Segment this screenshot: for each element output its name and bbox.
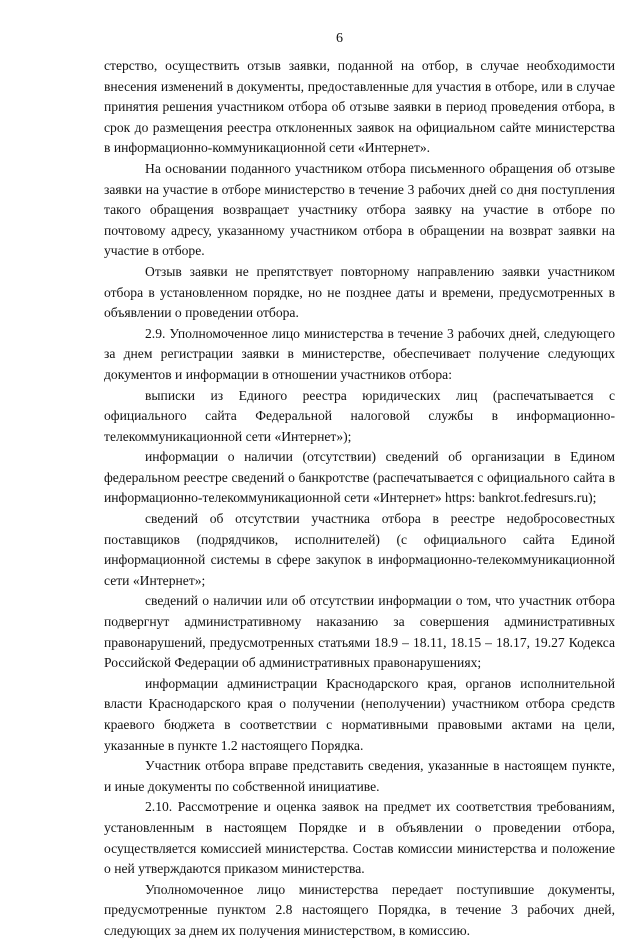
document-body	[104, 56, 615, 942]
list-item-legal-entities-registry: выписки из Единого реестра юридических лиц (распечатывается с официального сайта Федеральной налоговой службы в информационно-телекоммуникационной сети «Интернет»);	[104, 387, 615, 444]
page-number: 6	[336, 31, 343, 46]
paragraph-own-initiative: Участник отбора вправе представить сведения, указанные в настоящем пункте, и иные документы по собственной инициативе.	[104, 758, 615, 794]
paragraph-withdrawal-return: На основании поданного участником отбора письменного обращения об отзыве заявки на участие в отборе министерство в течение 3 рабочих дней со дня поступления такого обращения возвращает участнику отбора заявку на участие в отборе по почтовому адресу, указанному участником отбора в обращении на возврат заявки на участие в отборе.	[104, 160, 615, 259]
list-item-unscrupulous-suppliers: сведений об отсутствии участника отбора в реестре недобросовестных поставщиков (подрядчиков, исполнителей) (с официального сайта Единой информационной системы в сфере закупок в информационно-телекоммуникационной сети «Интернет»;	[104, 511, 615, 588]
list-item-bankruptcy-registry: информации о наличии (отсутствии) сведений об организации в Едином федеральном реестре сведений о банкротстве (распечатывается с официального сайта в информационно-телекоммуникационной сети «Интернет» https: bankrot.fedresurs.ru);	[104, 449, 615, 506]
list-item-administrative-penalty: сведений о наличии или об отсутствии информации о том, что участник отбора подвергнут административному наказанию за совершения административных правонарушений, предусмотренных статьями 18.9 – 18.11, 18.15 – 18.17, 19.27 Кодекса Российской Федерации об административных правонарушениях;	[104, 593, 615, 671]
paragraph-2-9: 2.9. Уполномоченное лицо министерства в течение 3 рабочих дней, следующего за днем регистрации заявки в министерстве, обеспечивает получение следующих документов и информации в отношении участников отбора:	[104, 325, 615, 382]
paragraph-resubmission: Отзыв заявки не препятствует повторному направлению заявки участником отбора в установленном порядке, но не позднее даты и времени, предусмотренных в объявлении о проведении отбора.	[104, 263, 615, 321]
paragraph-transfer-to-commission: Уполномоченное лицо министерства передает поступившие документы, предусмотренные пунктом 2.8 настоящего Порядка, в течение 3 рабочих дней, следующих за днем их получения министерством, в комиссию.	[104, 881, 615, 938]
paragraph-2-10: 2.10. Рассмотрение и оценка заявок на предмет их соответствия требованиям, установленным в настоящем Порядке и в объявлении о проведении отбора, осуществляется комиссией министерства. Состав комиссии министерства и положение о ней утверждаются приказом министерства.	[104, 799, 615, 877]
list-item-regional-budget-funds: информации администрации Краснодарского края, органов исполнительной власти Краснодарского края о получении (неполучении) участником отбора средств краевого бюджета в соответствии с нормативными правовыми актами на цели, указанные в пункте 1.2 настоящего Порядка.	[104, 675, 615, 753]
paragraph-continuation: стерство, осуществить отзыв заявки, поданной на отбор, в случае необходимости внесения изменений в документы, предоставленные для участия в отборе, или в случае принятия решения участником отбора об отзыве заявки в период проведения отбора, в срок до размещения реестра отклоненных заявок на официальном сайте министерства в информационно-коммуникационной сети «Интернет».	[104, 58, 615, 156]
